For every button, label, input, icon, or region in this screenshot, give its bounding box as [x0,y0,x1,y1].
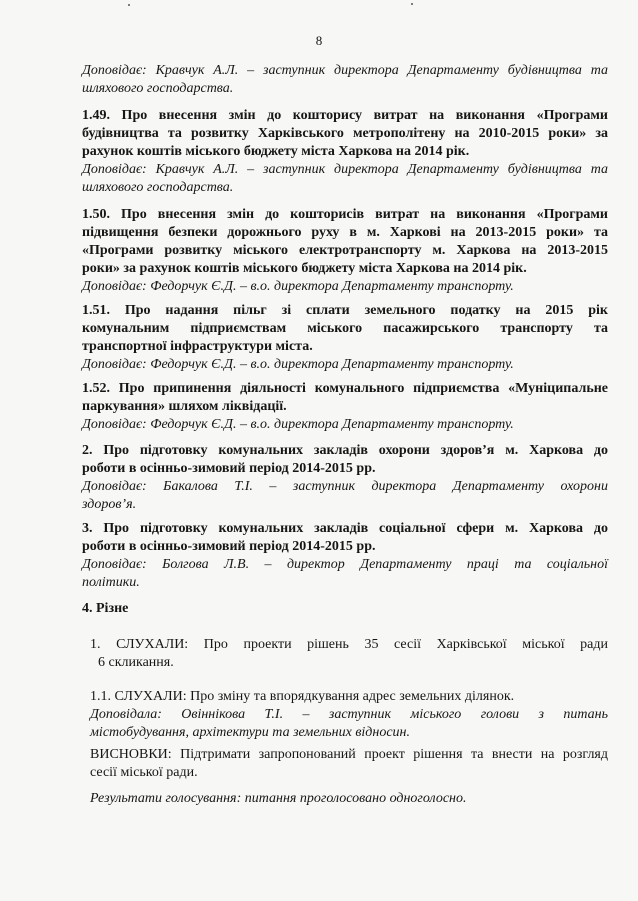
sub-heard-presenter [90,706,608,742]
heard-line: 1. СЛУХАЛИ: Про проекти рішень 35 сесії Харківської міської ради [90,637,608,652]
agenda-item-2 [82,442,608,514]
agenda-item-1-51 [82,302,608,374]
presenter-line: містобудування, архітектури та земельних відносин. [90,725,410,740]
agenda-item-presenter [82,278,608,296]
agenda-item-1-49 [82,107,608,197]
agenda-item-title [82,380,608,416]
presenter-line: Доповідає: Кравчук А.Л. – заступник директора Департаменту будівництва та [82,63,608,78]
title-line: підвищення безпеки дорожнього руху в м. Харкові на 2013-2015 роки» та [82,225,608,240]
presenter-line: політики. [82,575,140,590]
title-line: паркування» шляхом ліквідації. [82,399,287,414]
agenda-item-presenter [82,161,608,197]
agenda-item-title [82,520,608,556]
sub-heard-item [90,688,608,742]
section-heading: 4. Різне [82,601,129,616]
agenda-item-presenter [82,416,608,434]
title-line: роки» за рахунок коштів міського бюджету міста Харкова на 2014 рік. [82,261,527,276]
presenter-line: Доповідає: Болгова Л.В. – директор Департаменту праці та соціальної [82,557,608,572]
page-number: 8 [315,33,323,48]
presenter-line: Доповідає: Федорчук Є.Д. – в.о. директора Департаменту транспорту. [82,417,514,432]
title-line: рахунок коштів міського бюджету міста Харкова на 2014 рік. [82,144,470,159]
agenda-item-title [82,302,608,356]
title-line: роботи в осінньо-зимовий період 2014-2015 рр. [82,461,376,476]
presenter-line: Доповідає: Бакалова Т.І. – заступник директора Департаменту охорони [82,479,608,494]
agenda-item-1-50 [82,206,608,296]
scan-speck [128,4,130,6]
presenter-line: шляхового господарства. [82,180,234,195]
title-line: 2. Про підготовку комунальних закладів охорони здоров’я м. Харкова до [82,443,608,458]
title-line: 1.52. Про припинення діяльності комунального підприємства «Муніципальне [82,381,608,396]
title-line: транспортної інфраструктури міста. [82,339,313,354]
presenter-line: Доповідає: Кравчук А.Л. – заступник директора Департаменту будівництва та [82,162,608,177]
conclusion [90,746,608,782]
agenda-item-presenter [82,556,608,592]
agenda-item-presenter [82,356,608,374]
title-line: 1.49. Про внесення змін до кошторису витрат на виконання «Програми [82,108,608,123]
presenter-line: Доповідала: Овіннікова Т.І. – заступник міського голови з питань [90,707,608,722]
title-line: 1.51. Про надання пільг зі сплати земельного податку на 2015 рік [82,303,608,318]
conclusion-line: сесії міської ради. [90,765,198,780]
presenter-line: Доповідає: Федорчук Є.Д. – в.о. директора Департаменту транспорту. [82,357,514,372]
vote-result: Результати голосування: питання проголосовано одноголосно. [90,791,467,806]
scan-speck [411,3,413,5]
title-line: 1.50. Про внесення змін до кошторисів витрат на виконання «Програми [82,207,608,222]
presenter-line: Доповідає: Федорчук Є.Д. – в.о. директора Департаменту транспорту. [82,279,514,294]
presenter-line: здоров’я. [82,497,137,512]
agenda-item-1-52 [82,380,608,434]
agenda-item-title [82,206,608,278]
conclusion-line: ВИСНОВКИ: Підтримати запропонований проект рішення та внести на розгляд [90,747,608,762]
title-line: комунальним підприємствам міського пасажирського транспорту та [82,321,608,336]
agenda-item-title [82,442,608,478]
heard-item [90,636,608,672]
presenter-line: шляхового господарства. [82,81,234,96]
title-line: «Програми розвитку міського електротранспорту м. Харкова на 2013-2015 [82,243,608,258]
presenter-intro [82,62,608,98]
title-line: будівництва та розвитку Харківського метрополітену на 2010-2015 роки» за [82,126,608,141]
agenda-item-presenter [82,478,608,514]
title-line: роботи в осінньо-зимовий період 2014-2015 рр. [82,539,376,554]
agenda-item-3 [82,520,608,592]
agenda-item-title [82,107,608,161]
sub-heard-text: 1.1. СЛУХАЛИ: Про зміну та впорядкування адрес земельних ділянок. [90,689,515,704]
heard-line: 6 скликання. [98,655,174,670]
title-line: 3. Про підготовку комунальних закладів соціальної сфери м. Харкова до [82,521,608,536]
